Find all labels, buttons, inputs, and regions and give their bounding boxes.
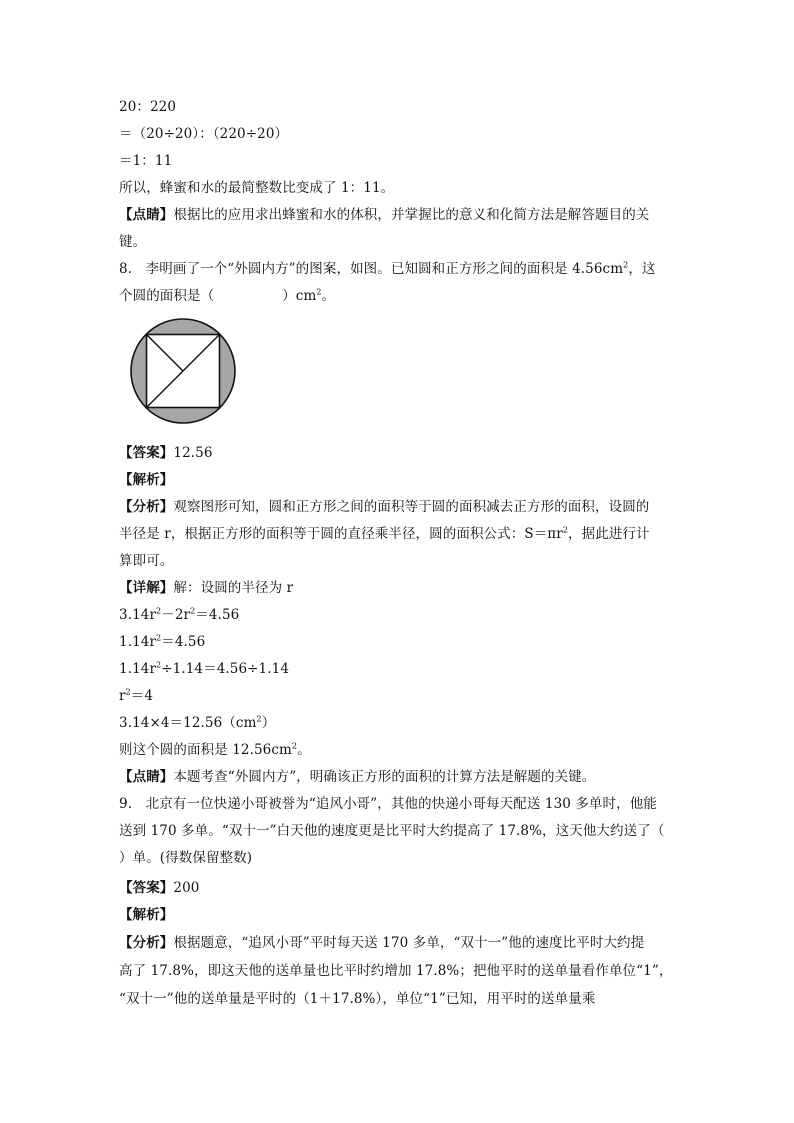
equation-line: $r^2=4$ [119, 687, 154, 704]
section-tag: 【分析】 [119, 499, 174, 515]
text-line: 则这个圆的面积是 $12.56cm^2$。 [119, 741, 311, 758]
section-tag: 【详解】 [119, 580, 174, 596]
text-line: 高了 17.8%，即这天他的送单量也比平时约增加 17.8%；把他平时的送单量看作单位“1”， [119, 963, 673, 979]
text-line: 半径是 r，根据正方形的面积等于圆的直径乘半径，圆的面积公式：$S=\pi r^2$，据此进行计 [119, 525, 650, 542]
circle-square-figure [128, 318, 238, 424]
section-tag: 【点睛】 [119, 207, 174, 223]
text-line: 键。 [119, 234, 147, 250]
section-tag: 【点睛】 [119, 769, 174, 785]
text-line: 【分析】根据题意，“追风小哥”平时每天送 170 多单，“双十一”他的速度比平时大约提 [119, 935, 645, 951]
text-line [119, 467, 689, 494]
question-8-line: 个圆的面积是（ ）$cm^2$。 [119, 287, 336, 304]
equation-line: $1.14r^2\div 1.14=4.56\div 1.14$ [119, 660, 290, 677]
question-8-line: 8. 李明画了一个“外圆内方”的图案，如图。已知圆和正方形之间的面积是 $4.56cm^2$，这 [119, 260, 656, 277]
text-line: 20：220 [119, 99, 177, 115]
text-line: “双十一”他的送单量是平时的（1＋17.8%），单位“1”已知，用平时的送单量乘 [119, 991, 596, 1007]
text-line: ＝1：11 [119, 153, 173, 169]
answer-line: 【答案】200 [119, 880, 200, 896]
text-line: 【点睛】根据比的应用求出蜂蜜和水的体积，并掌握比的意义和化简方法是解答题目的关 [119, 207, 650, 223]
text-line: 所以，蜂蜜和水的最简整数比变成了 1：11。 [119, 180, 395, 196]
answer-line: 【答案】12.56 [119, 445, 213, 461]
text-line: 【详解】解：设圆的半径为 r [119, 580, 294, 596]
question-9-line: 送到 170 多单。“双十一”白天他的速度更是比平时大约提高了 17.8%，这天他大约送了（ [119, 823, 665, 839]
section-tag: 【解析】 [119, 472, 174, 488]
text-line: 【点睛】本题考查“外圆内方”，明确该正方形的面积的计算方法是解题的关键。 [119, 769, 596, 785]
equation-line: $3.14\times 4=12.56(cm^2)$ [119, 714, 276, 731]
section-tag: 【分析】 [119, 935, 174, 951]
text-line: 【分析】观察图形可知，圆和正方形之间的面积等于圆的面积减去正方形的面积，设圆的 [119, 499, 650, 515]
section-tag: 【答案】 [119, 880, 174, 896]
question-9-line: 9. 北京有一位快递小哥被誉为“追风小哥”，其他的快递小哥每天配送 130 多单时，他能 [119, 796, 657, 812]
text-line: 算即可。 [119, 553, 174, 569]
equation-line: $3.14r^2-2r^2=4.56$ [119, 606, 240, 623]
section-tag: 【答案】 [119, 445, 174, 461]
text-line [119, 902, 689, 929]
equation-line: $1.14r^2=4.56$ [119, 633, 206, 650]
question-9-line: ）单。(得数保留整数) [119, 850, 253, 866]
section-tag: 【解析】 [119, 907, 174, 923]
text-line: ＝（20÷20）：（220÷20） [119, 126, 289, 142]
